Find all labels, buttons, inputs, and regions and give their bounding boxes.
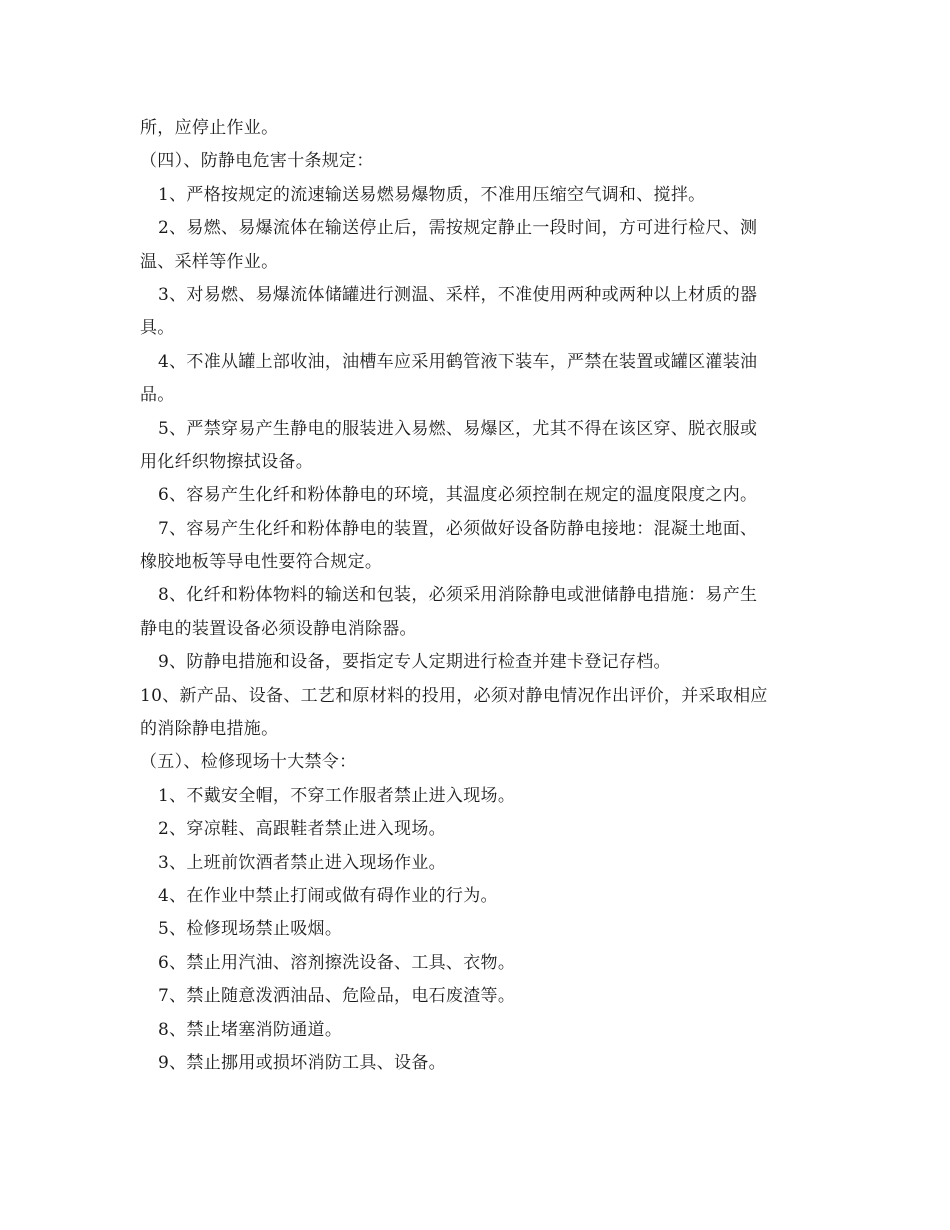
list-item: 10、新产品、设备、工艺和原材料的投用，必须对静电情况作出评价，并采取相应 xyxy=(140,685,768,706)
list-item: 6、容易产生化纤和粉体静电的环境，其温度必须控制在规定的温度限度之内。 xyxy=(158,485,758,506)
text-line: 静电的装置设备必须设静电消除器。 xyxy=(140,618,417,639)
list-item: 6、禁止用汽油、溶剂擦洗设备、工具、衣物。 xyxy=(158,952,516,973)
text-line: 用化纤织物擦拭设备。 xyxy=(140,451,313,472)
text-line: 橡胶地板等导电性要符合规定。 xyxy=(140,552,383,573)
list-item: 4、在作业中禁止打闹或做有碍作业的行为。 xyxy=(158,885,498,906)
section-heading-5: （五）、检修现场十大禁令： xyxy=(140,752,357,773)
list-item: 2、穿凉鞋、高跟鞋者禁止进入现场。 xyxy=(158,819,446,840)
list-item: 3、对易燃、易爆流体储罐进行测温、采样，不准使用两种或两种以上材质的器 xyxy=(158,284,758,305)
list-item: 7、容易产生化纤和粉体静电的装置，必须做好设备防静电接地：混凝土地面、 xyxy=(158,518,758,539)
list-item: 4、不准从罐上部收油，油槽车应采用鹤管液下装车，严禁在装置或罐区灌装油 xyxy=(158,351,758,372)
list-item: 8、化纤和粉体物料的输送和包装，必须采用消除静电或泄储静电措施：易产生 xyxy=(158,585,758,606)
text-line: 品。 xyxy=(140,385,175,406)
section-heading-4: （四）、防静电危害十条规定： xyxy=(140,151,374,172)
text-line: 所，应停止作业。 xyxy=(140,118,279,138)
text-line: 具。 xyxy=(140,318,175,339)
list-item: 3、上班前饮酒者禁止进入现场作业。 xyxy=(158,852,446,873)
list-item: 8、禁止堵塞消防通道。 xyxy=(158,1019,343,1040)
list-item: 1、不戴安全帽，不穿工作服者禁止进入现场。 xyxy=(158,785,516,806)
list-item: 5、检修现场禁止吸烟。 xyxy=(158,919,343,940)
list-item: 9、禁止挪用或损坏消防工具、设备。 xyxy=(158,1052,446,1073)
list-item: 7、禁止随意泼洒油品、危险品，电石废渣等。 xyxy=(158,986,516,1007)
document-body xyxy=(140,112,820,1080)
list-item: 9、防静电措施和设备，要指定专人定期进行检查并建卡登记存档。 xyxy=(158,652,671,673)
text-line: 温、采样等作业。 xyxy=(140,251,279,272)
list-item: 2、易燃、易爆流体在输送停止后，需按规定静止一段时间，方可进行检尺、测 xyxy=(158,218,758,239)
list-item: 5、严禁穿易产生静电的服装进入易燃、易爆区，尤其不得在该区穿、脱衣服或 xyxy=(158,418,758,439)
text-line: 的消除静电措施。 xyxy=(140,719,279,740)
list-item: 1、严格按规定的流速输送易燃易爆物质，不准用压缩空气调和、搅拌。 xyxy=(158,184,706,205)
